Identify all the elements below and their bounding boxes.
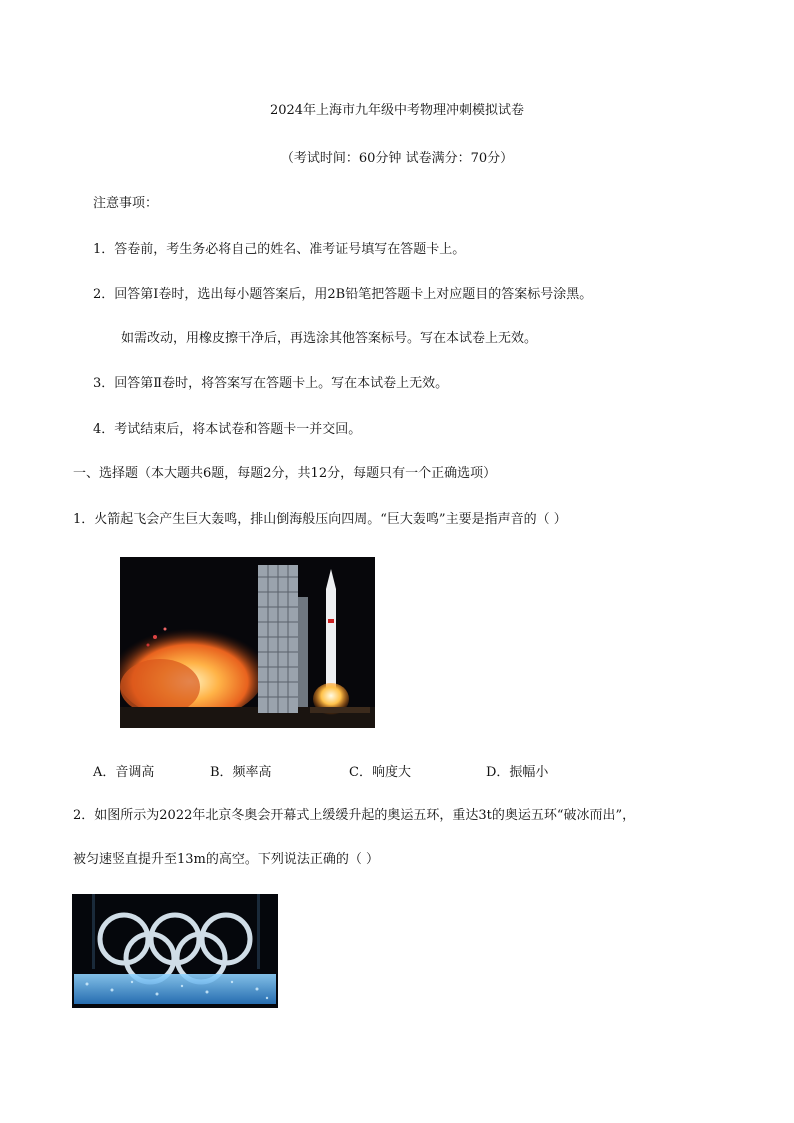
note-item: 如需改动，用橡皮擦干净后，再选涂其他答案标号。写在本试卷上无效。 xyxy=(121,331,538,346)
note-item: 1．答卷前，考生务必将自己的姓名、准考证号填写在答题卡上。 xyxy=(93,242,466,257)
note-item: 4．考试结束后，将本试卷和答题卡一并交回。 xyxy=(93,422,362,437)
exam-subtitle: （考试时间：60分钟 试卷满分：70分） xyxy=(280,151,514,166)
question-1-stem: 1．火箭起飞会产生巨大轰鸣，排山倒海般压向四周。“巨大轰鸣”主要是指声音的（ ） xyxy=(73,512,567,527)
note-item: 2．回答第Ⅰ卷时，选出每小题答案后，用2B铅笔把答题卡上对应题目的答案标号涂黑。 xyxy=(93,287,593,302)
option-d: D．振幅小 xyxy=(486,765,549,780)
rocket-launch-illustration xyxy=(120,557,375,728)
note-item: 3．回答第Ⅱ卷时，将答案写在答题卡上。写在本试卷上无效。 xyxy=(93,376,449,391)
option-c: C．响度大 xyxy=(349,765,411,780)
question-2-stem-line2: 被匀速竖直提升至13m的高空。下列说法正确的（ ） xyxy=(73,852,380,867)
olympic-rings-illustration xyxy=(72,894,278,1008)
notes-heading: 注意事项： xyxy=(93,196,159,211)
exam-title: 2024年上海市九年级中考物理冲刺模拟试卷 xyxy=(269,103,525,118)
option-a: A．音调高 xyxy=(93,765,155,780)
section-heading: 一、选择题（本大题共6题，每题2分，共12分，每题只有一个正确选项） xyxy=(73,466,497,481)
olympic-rings-photo xyxy=(72,894,278,1008)
option-b: B．频率高 xyxy=(210,765,272,780)
rocket-launch-photo xyxy=(120,557,375,728)
question-2-stem-line1: 2．如图所示为2022年北京冬奥会开幕式上缓缓升起的奥运五环，重达3t的奥运五环“破冰而出”， xyxy=(73,808,636,823)
